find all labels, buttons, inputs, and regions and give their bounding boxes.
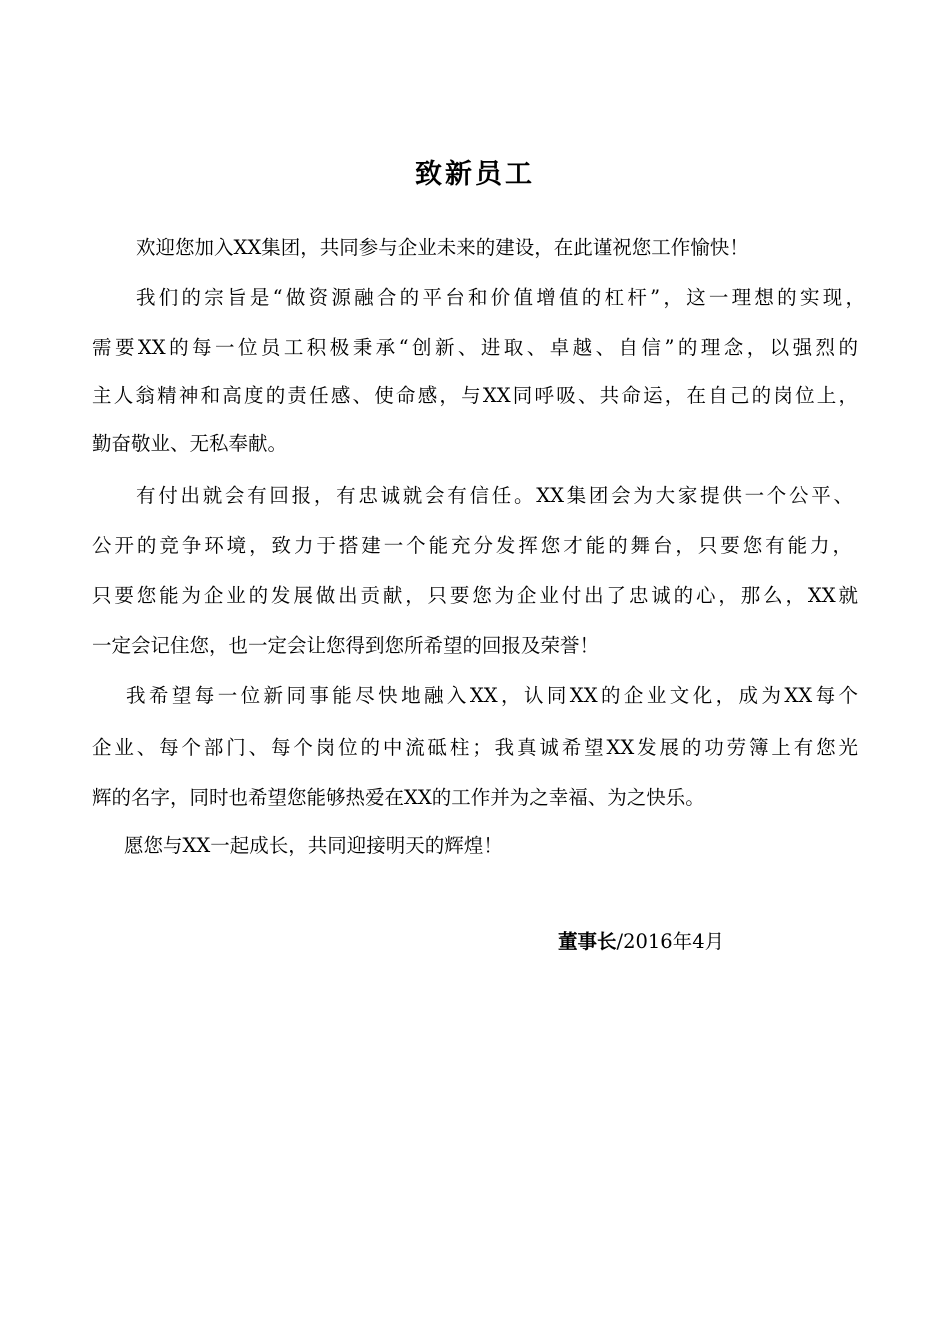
paragraph-3-line-3: 只要您能为企业的发展做出贡献，只要您为企业付出了忠诚的心，那么，XX就	[92, 584, 858, 607]
document-title: 致新员工	[415, 159, 535, 190]
paragraph-3-line-4: 一定会记住您，也一定会让您得到您所希望的回报及荣誉！	[92, 634, 600, 657]
paragraph-2-line-2: 需要XX的每一位员工积极秉承“创新、进取、卓越、自信”的理念，以强烈的	[92, 336, 858, 359]
signature-title: 董事长	[558, 930, 617, 953]
paragraph-1-line-1: 欢迎您加入XX集团，共同参与企业未来的建设，在此谨祝您工作愉快！	[136, 236, 749, 259]
paragraph-2-line-3: 主人翁精神和高度的责任感、使命感，与XX同呼吸、共命运，在自己的岗位上，	[92, 384, 858, 407]
signature-date: /2016年4月	[616, 930, 725, 953]
paragraph-3-line-2: 公开的竞争环境，致力于搭建一个能充分发挥您才能的舞台，只要您有能力，	[92, 534, 852, 557]
paragraph-4-line-1: 我希望每一位新同事能尽快地融入XX，认同XX的企业文化，成为XX每个	[126, 684, 858, 707]
paragraph-3-line-1: 有付出就会有回报，有忠诚就会有信任。XX集团会为大家提供一个公平、	[136, 484, 853, 507]
paragraph-4-line-2: 企业、每个部门、每个岗位的中流砥柱；我真诚希望XX发展的功劳簿上有您光	[92, 736, 858, 759]
paragraph-2-line-1: 我们的宗旨是“做资源融合的平台和价值增值的杠杆”，这一理想的实现，	[136, 286, 865, 309]
paragraph-5-line-1: 愿您与XX一起成长，共同迎接明天的辉煌！	[124, 834, 503, 857]
paragraph-2-line-4: 勤奋敬业、无私奉献。	[92, 432, 288, 455]
paragraph-4-line-3: 辉的名字，同时也希望您能够热爱在XX的工作并为之幸福、为之快乐。	[92, 786, 705, 809]
signature	[558, 930, 724, 954]
